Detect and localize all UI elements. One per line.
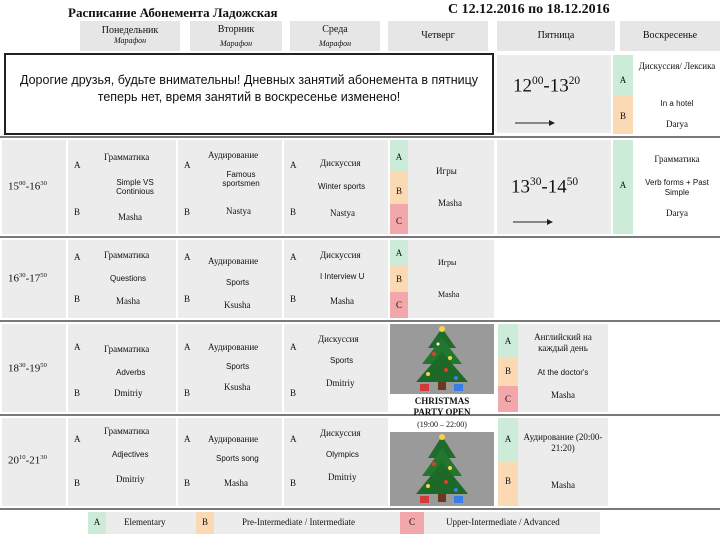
topic: Famous sportsmen [222,170,260,188]
teacher: Darya [666,208,688,218]
time-label: $18^{30}-19^{50}$ [8,362,47,375]
level-badge-a: A [390,240,408,266]
time-cell [2,418,66,506]
level-badge-c: C [498,386,518,412]
level-badge-b: B [74,388,81,398]
level-badge-b: B [74,294,81,304]
teacher: Ksusha [224,382,251,392]
level-badge-a: A [184,160,191,170]
lesson-cell-wed[interactable] [284,240,388,318]
arrow-icon [515,113,555,131]
time-label: $16^{30}-17^{50}$ [8,272,47,285]
time-cell [2,140,66,234]
friday-slot-1 [497,55,611,133]
christmas-party-title: CHRISTMAS PARTY OPEN [413,396,471,417]
tree-icon [390,432,494,506]
level-badge-b: B [184,478,191,488]
tree-icon [390,324,494,394]
teacher: Dmitriy [326,378,355,388]
page-title: Расписание Абонемента Ладожская [68,5,278,20]
subject: Грамматика [654,154,700,164]
day-name: Воскресенье [642,30,698,41]
teacher: Dmitriy [114,388,143,398]
legend-label-b: Pre-Intermediate / Intermediate [214,512,400,534]
level-badge-a: A [184,434,191,444]
topic: Sports song [216,454,259,463]
level-badge-a: A [184,252,191,262]
subject: Игры [436,166,457,176]
level-badge-a: A [498,418,518,462]
topic: Sports [226,278,250,287]
subject: Дискуссия [320,158,361,168]
level-badge-a: A [74,434,81,444]
lesson-cell-tue[interactable] [178,140,282,234]
level-badge-b: B [74,478,81,488]
subject: Аудирование (20:00-21:20) [523,432,603,453]
teacher: Dmitriy [328,472,357,482]
level-badge-b: B [498,462,518,506]
time-label: $12^{00}-13^{20}$ [513,75,581,97]
subject: Грамматика [104,152,150,162]
level-badge-b: B [74,207,81,217]
level-badge-c: C [390,204,408,234]
level-badge-b: B [390,266,408,292]
level-badge-a: A [290,342,297,352]
arrow-icon [513,212,553,230]
subject: Дискуссия [320,428,361,438]
topic: Questions [110,274,147,283]
subject: Игры [438,258,457,267]
topic: Winter sports [318,182,366,191]
level-badge-a: A [74,342,81,352]
level-badge-b: B [290,294,297,304]
legend-label-a: Elementary [106,512,202,534]
teacher: Nastya [226,206,251,216]
date-range: С 12.12.2016 по 18.12.2016 [448,2,610,17]
lesson-cell-mon[interactable] [68,418,176,506]
lesson-cell-thu[interactable] [408,240,494,318]
level-badge-a: A [613,55,633,95]
day-name: Четверг [421,30,455,41]
level-badge-b: B [184,207,191,217]
day-header-thursday [388,21,488,51]
topic: Simple VS Continious [116,178,154,196]
legend-badge-b: B [196,512,214,534]
level-badge-b: B [184,294,191,304]
topic: Verb forms + Past Simple [645,178,709,197]
lesson-cell-sun[interactable] [633,55,720,134]
topic: Adverbs [116,368,146,377]
level-badge-b: B [290,207,297,217]
level-badge-a: A [390,140,408,172]
teacher: Masha [438,290,460,299]
teacher: Masha [438,198,462,208]
level-badge-a: A [290,434,297,444]
day-subtitle: Марафон [219,39,253,48]
lesson-cell-wed[interactable] [284,418,388,506]
level-badge-b: B [390,172,408,204]
day-name: Вторник [217,24,255,35]
time-label: $20^{10}-21^{30}$ [8,454,47,467]
legend-badge-a: A [88,512,106,534]
lesson-cell-wed[interactable] [284,140,388,234]
topic: Olympics [326,450,359,459]
teacher: Ksusha [224,300,251,310]
subject: Дискуссия [320,250,361,260]
topic: I Interview U [320,272,365,281]
level-badge-b: B [290,388,297,398]
christmas-tree-image [390,324,494,394]
lesson-cell-mon[interactable] [68,240,176,318]
topic: Adjectives [112,450,149,459]
subject: Аудирование [208,342,259,352]
time-label: $15^{00}-16^{30}$ [8,180,47,193]
notice-box [4,53,494,135]
level-badge-c: C [390,292,408,318]
time-cell [2,240,66,318]
teacher: Dmitriy [116,474,145,484]
topic: In a hotel [660,99,694,108]
teacher: Masha [116,296,140,306]
subject: Грамматика [104,250,150,260]
subject: Грамматика [104,344,150,354]
lesson-cell-wed[interactable] [284,324,388,412]
level-badge-a: A [498,324,518,358]
subject: Аудирование [208,256,259,266]
level-badge-b: B [498,358,518,386]
level-badge-a: A [74,160,81,170]
teacher: Masha [118,212,142,222]
subject: Дискуссия [318,334,359,344]
lesson-cell-fri[interactable] [518,324,608,412]
level-badge-a: A [290,160,297,170]
subject: Английский на каждый день [534,332,592,353]
legend-label-c: Upper-Intermediate / Advanced [424,512,600,534]
level-badge-a: A [613,140,633,234]
day-name: Понедельник [101,25,159,36]
topic: Sports [226,362,250,371]
day-subtitle: Марафон [113,36,147,45]
teacher: Darya [666,119,688,129]
christmas-party-time: (19:00 – 22:00) [417,420,467,429]
topic: At the doctor's [537,368,589,377]
lesson-cell-tue[interactable] [178,324,282,412]
teacher: Masha [551,480,575,490]
teacher: Masha [224,478,248,488]
time-label: $13^{30}-14^{50}$ [511,176,579,198]
level-badge-a: A [74,252,81,262]
day-header-friday [497,21,615,51]
subject: Аудирование [208,150,259,160]
legend-badge-c: C [400,512,424,534]
topic: Sports [330,356,354,365]
subject: Аудирование [208,434,259,444]
time-cell [2,324,66,412]
friday-slot-2 [497,140,611,234]
level-badge-b: B [613,95,633,134]
day-subtitle: Марафон [318,39,352,48]
level-badge-a: A [184,342,191,352]
subject: Грамматика [104,426,150,436]
level-badge-b: B [290,478,297,488]
day-name: Пятница [537,30,575,41]
day-name: Среда [322,24,348,35]
christmas-tree-image [390,432,494,506]
lesson-cell-tue[interactable] [178,240,282,318]
teacher: Nastya [330,208,355,218]
teacher: Masha [330,296,354,306]
lesson-cell-mon[interactable] [68,324,176,412]
teacher: Masha [551,390,575,400]
lesson-cell-fri[interactable] [518,418,608,506]
level-badge-a: A [290,252,297,262]
lesson-cell-mon[interactable] [68,140,176,234]
lesson-cell-sun[interactable] [633,140,720,234]
lesson-cell-thu[interactable] [408,140,494,234]
day-header-sunday [620,21,720,51]
lesson-cell-tue[interactable] [178,418,282,506]
day-header-monday [80,21,180,51]
notice-text: Дорогие друзья, будьте внимательны! Дневных занятий абонемента в пятницу теперь нет, время занятий в воскресенье изменено! [20,73,478,104]
subject: Дискуссия/ Лексика [638,61,716,71]
day-header-wednesday [290,21,380,51]
level-badge-b: B [184,388,191,398]
day-header-tuesday [190,21,282,51]
